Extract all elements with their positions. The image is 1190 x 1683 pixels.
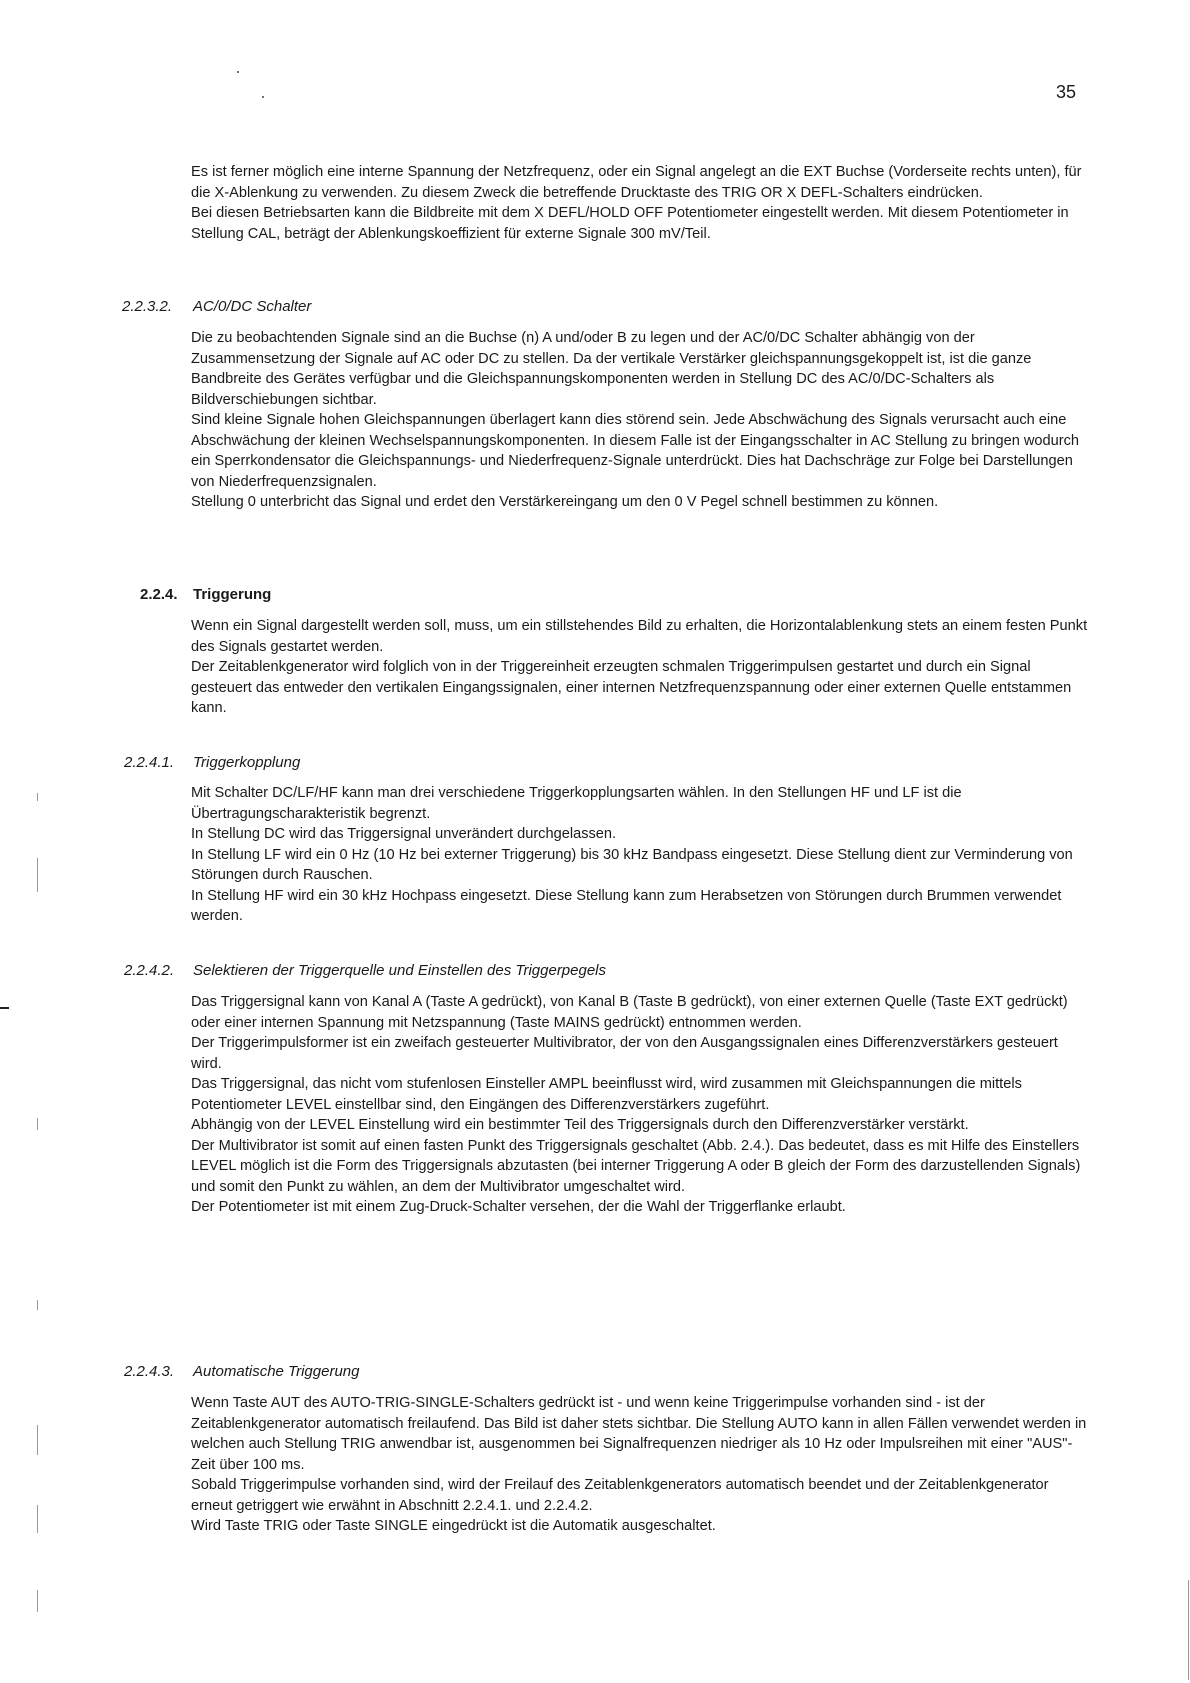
section-body-triggerquelle [191,992,1091,1218]
section-number: 2.2.3.2. [122,298,173,315]
section-heading-automatische-triggerung [124,1362,359,1382]
section-title: Triggerkopplung [193,754,301,771]
section-body-triggerung [191,616,1091,719]
paragraph: Wenn ein Signal dargestellt werden soll, muss, um ein stillstehendes Bild zu erhalten, die Horizontalablenkung stets an einem festen Punkt des Signals gestartet werden. [191,618,1088,655]
section-body-ac-dc [191,328,1091,513]
section-number: 2.2.4.3. [124,1363,175,1380]
margin-mark [1188,1580,1189,1680]
section-heading-triggerung [140,585,271,605]
paragraph: Der Potentiometer ist mit einem Zug-Druck-Schalter versehen, der die Wahl der Triggerflanke erlaubt. [191,1199,846,1215]
paragraph: Sind kleine Signale hohen Gleichspannungen überlagert kann dies störend sein. Jede Abschwächung des Signals verursacht auch eine Abschwächung der kleinen Wechselspannungskomponenten. In diesem Falle ist der Eingangsschalter in AC Stellung zu bringen wodurch ein Sperrkondensator die Gleichspannungs- und Niederfrequenz-Signale unterdrückt. Dies hat Dachschräge zur Folge bei Darstellungen von Niederfrequenzsignalen. [191,412,1080,490]
paragraph: Bei diesen Betriebsarten kann die Bildbreite mit dem X DEFL/HOLD OFF Potentiometer eingestellt werden. Mit diesem Potentiometer in Stellung CAL, beträgt der Ablenkungskoeffizient für externe Signale 300 mV/Teil. [191,205,1069,242]
section-body-triggerkopplung [191,783,1091,927]
section-title: Automatische Triggerung [193,1363,360,1380]
paragraph: Stellung 0 unterbricht das Signal und erdet den Verstärkereingang um den 0 V Pegel schnell bestimmen zu können. [191,494,939,510]
paragraph: Mit Schalter DC/LF/HF kann man drei verschiedene Triggerkopplungsarten wählen. In den Stellungen HF und LF ist die Übertragungscharakteristik begrenzt. [191,785,962,822]
margin-mark [37,858,38,892]
paragraph: Der Zeitablenkgenerator wird folglich von in der Triggereinheit erzeugten schmalen Triggerimpulsen gestartet und durch ein Signal gesteuert das entweder den vertikalen Eingangssignalen, einer internen Netzfrequenzspannung oder einer externen Quelle entstammen kann. [191,659,1072,716]
section-body-automatische-triggerung [191,1393,1091,1537]
margin-mark [37,1425,38,1455]
paragraph: In Stellung DC wird das Triggersignal unverändert durchgelassen. [191,826,617,842]
margin-mark [37,1118,38,1130]
section-number: 2.2.4.2. [124,962,175,979]
paragraph: Die zu beobachtenden Signale sind an die Buchse (n) A und/oder B zu legen und der AC/0/DC Schalter abhängig von der Zusammensetzung der Signale auf AC oder DC zu stellen. Da der vertikale Verstärker gleichspannungsgekoppelt ist, ist die ganze Bandbreite des Gerätes verfügbar und die Gleichspannungskomponenten werden in Stellung DC des AC/0/DC-Schalters als Bildverschiebungen sichtbar. [191,330,1032,408]
paragraph: Wird Taste TRIG oder Taste SINGLE eingedrückt ist die Automatik ausgeschaltet. [191,1518,716,1534]
page-number: 35 [1056,82,1077,102]
section-heading-triggerkopplung [124,753,300,773]
paragraph: Der Triggerimpulsformer ist ein zweifach gesteuerter Multivibrator, der von den Ausgangssignalen eines Differenzverstärkers gesteuert wird. [191,1035,1058,1072]
paragraph: Wenn Taste AUT des AUTO-TRIG-SINGLE-Schalters gedrückt ist - und wenn keine Triggerimpulse vorhanden sind - ist der Zeitablenkgenerator automatisch freilaufend. Das Bild ist daher stets sichtbar. Die Stellung AUTO kann in allen Fällen verwendet werden in welchen auch Stellung TRIG anwendbar ist, ausgenommen bei Signalfrequenzen niedriger als 10 Hz oder Impulsreihen mit einer "AUS"-Zeit über 100 ms. [191,1395,1087,1473]
intro-text [191,162,1091,244]
margin-mark [37,1300,38,1310]
section-title: Selektieren der Triggerquelle und Einstellen des Triggerpegels [193,962,607,979]
section-number: 2.2.4.1. [124,754,175,771]
paragraph: In Stellung LF wird ein 0 Hz (10 Hz bei externer Triggerung) bis 30 kHz Bandpass eingesetzt. Diese Stellung dient zur Verminderung von Störungen durch Rauschen. [191,846,1073,883]
section-title: AC/0/DC Schalter [193,298,312,315]
margin-dash [0,1007,9,1009]
section-number: 2.2.4. [140,586,178,603]
paragraph: Sobald Triggerimpulse vorhanden sind, wird der Freilauf des Zeitablenkgenerators automatisch beendet und der Zeitablenkgenerator erneut getriggert wie erwähnt in Abschnitt 2.2.4.1. und 2.2.4.2. [191,1477,1049,1514]
margin-mark [37,793,38,801]
section-heading-triggerquelle [124,961,606,981]
scan-speck [262,96,264,98]
paragraph: Das Triggersignal kann von Kanal A (Taste A gedrückt), von Kanal B (Taste B gedrückt), von einer externen Quelle (Taste EXT gedrückt) oder einer internen Spannung mit Netzspannung (Taste MAINS gedrückt) entnommen werden. [191,994,1068,1031]
section-heading-ac-dc [122,297,311,317]
margin-mark [37,1590,38,1612]
scan-speck [237,71,239,73]
paragraph: Abhängig von der LEVEL Einstellung wird ein bestimmter Teil des Triggersignals durch den Differenzverstärker verstärkt. [191,1117,969,1133]
paragraph: In Stellung HF wird ein 30 kHz Hochpass eingesetzt. Diese Stellung kann zum Herabsetzen von Störungen durch Brummen verwendet werden. [191,887,1062,924]
paragraph: Es ist ferner möglich eine interne Spannung der Netzfrequenz, oder ein Signal angelegt an die EXT Buchse (Vorderseite rechts unten), für die X-Ablenkung zu verwenden. Zu diesem Zweck die betreffende Drucktaste des TRIG OR X DEFL-Schalters eindrücken. [191,164,1082,201]
margin-mark [37,1505,38,1533]
paragraph: Das Triggersignal, das nicht vom stufenlosen Einsteller AMPL beeinflusst wird, wird zusammen mit Gleichspannungen die mittels Potentiometer LEVEL einstellbar sind, den Eingängen des Differenzverstärkers zugeführt. [191,1076,1022,1113]
section-title: Triggerung [193,586,272,603]
paragraph: Der Multivibrator ist somit auf einen fasten Punkt des Triggersignals geschaltet (Abb. 2.4.). Das bedeutet, dass es mit Hilfe des Einstellers LEVEL möglich ist die Form des Triggersignals abzutasten (bei interner Triggerung A oder B gleich der Form des darzustellenden Signals) und somit den Punkt zu wählen, an dem der Multivibrator umgeschaltet wird. [191,1137,1081,1195]
